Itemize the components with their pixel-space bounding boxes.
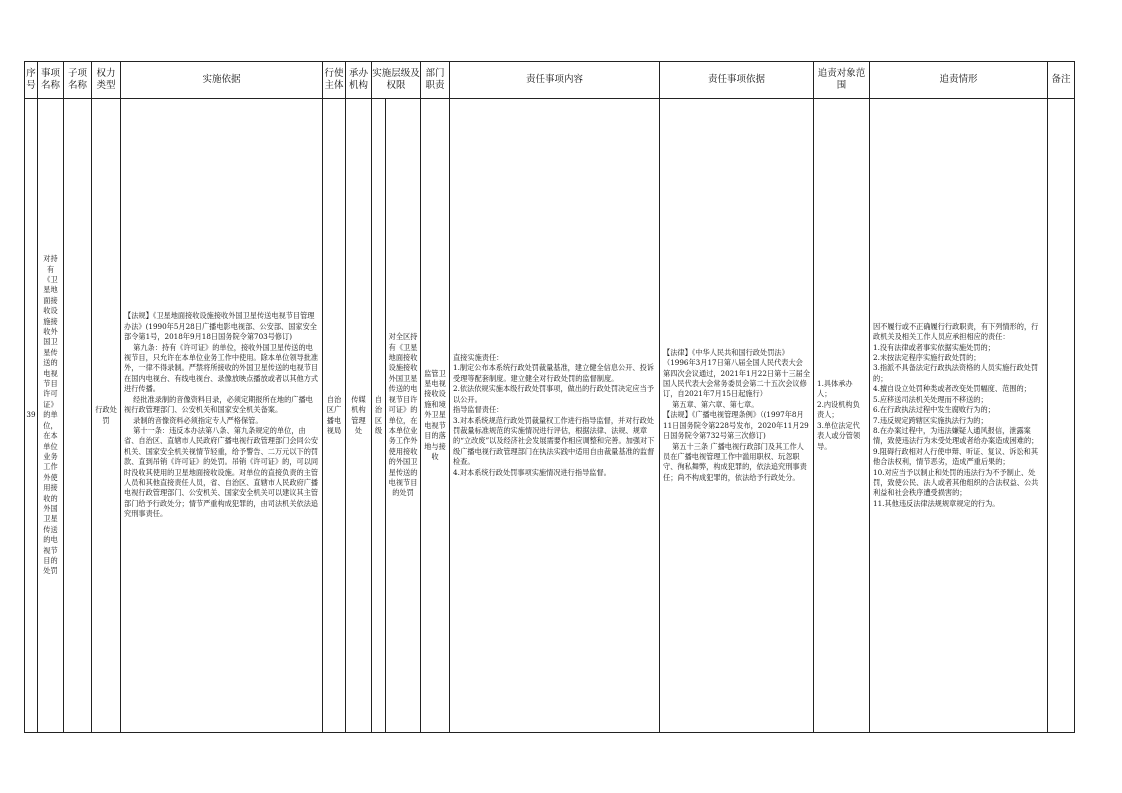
cell-resp-basis: 【法律】《中华人民共和国行政处罚法》（1996年3月17日第八届全国人民代表大会第四次会议通过，2021年1月22日第十三届全国人民代表大会常务委员会第二十五次会议修订，自2021年7月15日起施行） 第五章、第六章、第七章。 【法规】《广播电视管理条例》（(1997年8月11日国务院令第228号发布，2020年11月29日国务院令第732号第三次修订) 第五十三条 广播电视行政部门及其工作人员在广播电视管理工作中滥用职权、玩忽职守、徇私舞弊，构成犯罪的，依法追究刑事责任；尚不构成犯罪的，依法给予行政处分。	[660, 99, 814, 733]
cell-level-tier: 自治区级	[372, 99, 386, 733]
table-row	[25, 99, 1075, 733]
header-account-cases: 追责情形	[870, 62, 1048, 99]
header-subject: 行使主体	[323, 62, 346, 99]
cell-account-scope: 1.具体承办人； 2.内设机构负责人； 3.单位法定代表人或分管领导。	[814, 99, 870, 733]
header-remark: 备注	[1048, 62, 1075, 99]
header-dept-duty: 部门职责	[421, 62, 450, 99]
cell-seq: 39	[25, 99, 38, 733]
cell-subject: 自治区广播电视局	[323, 99, 346, 733]
cell-org: 传媒机构管理处	[346, 99, 372, 733]
header-row	[25, 62, 1075, 99]
cell-account-cases: 因不履行或不正确履行行政职责，有下列情形的，行政机关及相关工作人员应承担相应的责任： 1.没有法律或者事实依据实施处罚的； 2.未按法定程序实施行政处罚的； 3.指派不具备法定行政执法资格的人员实施行政处罚的； 4.擅自设立处罚种类或者改变处罚幅度、范围的； 5.应移送司法机关处理而不移送的； 6.在行政执法过程中发生腐败行为的； 7.违反规定跨辖区实施执法行为的； 8.在办案过程中，为违法嫌疑人通风报信，泄露案情，致使违法行为未受处理或者给办案造成困难的； 9.阻碍行政相对人行使申辩、听证、复议、诉讼和其他合法权利，情节恶劣，造成严重后果的； 10.对应当予以制止和处罚的违法行为不予制止、处罚，致使公民、法人或者其他组织的合法权益、公共利益和社会秩序遭受损害的； 11.其他违反法律法规规章规定的行为。	[870, 99, 1048, 733]
header-item-name: 事项名称	[38, 62, 64, 99]
header-resp-content: 责任事项内容	[450, 62, 660, 99]
header-seq: 序号	[25, 62, 38, 99]
header-basis: 实施依据	[121, 62, 323, 99]
cell-remark	[1048, 99, 1075, 733]
cell-level-power: 对全区持有《卫星地面接收设施接收外国卫星传送的电视节目许可证》的单位，在本单位业务工作外使用接收的外国卫星传送的电视节目的处罚	[386, 99, 421, 733]
header-resp-basis: 责任事项依据	[660, 62, 814, 99]
cell-sub-name	[64, 99, 92, 733]
cell-power-type: 行政处罚	[92, 99, 121, 733]
header-sub-name: 子项名称	[64, 62, 92, 99]
cell-resp-content: 直接实施责任： 1.制定公布本系统行政处罚裁量基准，建立健全信息公开、投诉受理等配套制度。建立健全对行政处罚的监督制度。 2.依法依规实施本级行政处罚事项，做出的行政处罚决定应当予以公开。 指导监督责任： 3.对本系统规范行政处罚裁量权工作进行指导监督，并对行政处罚裁量标准规范的实施情况进行评估，根据法律、法规、规章的“立改废”以及经济社会发展需要作相应调整和完善。加强对下级广播电视行政管理部门在执法实践中适用自由裁量基准的监督检查。 4.对本系统行政处罚事项实施情况进行指导监督。	[450, 99, 660, 733]
header-org: 承办机构	[346, 62, 372, 99]
header-power-type: 权力类型	[92, 62, 121, 99]
cell-dept-duty: 监管卫星电视接收设施和境外卫星电视节目的落地与接收	[421, 99, 450, 733]
responsibility-table	[24, 61, 1075, 733]
cell-basis: 【法规】《卫星地面接收设施接收外国卫星传送电视节目管理办法》(1990年5月28日广播电影电视部、公安部、国家安全部令第1号，2018年9月18日国务院令第703号修订) 第九条：持有《许可证》的单位，接收外国卫星传送的电视节目，只允许在本单位业务工作中使用。除本单位领导批准外，一律不得录制。严禁将所接收的外国卫星传送的电视节目在国内电视台、有线电视台、录像放映点播放或者以其他方式进行传播。 经批准录制的音像资料目录，必须定期报所在地的广播电视行政管理部门、公安机关和国家安全机关备案。 录制的音像资料必须指定专人严格保管。 第十一条：违反本办法第八条、第九条规定的单位，由省、自治区、直辖市人民政府广播电视行政管理部门会同公安机关、国家安全机关视情节轻重，给予警告、二万元以下的罚款、直到吊销《许可证》的处罚。吊销《许可证》的，可以同时没收其使用的卫星地面接收设施。对单位的直接负责的主管人员和其他直接责任人员，省、自治区、直辖市人民政府广播电视行政管理部门、公安机关、国家安全机关可以建议其主管部门给予行政处分；情节严重构成犯罪的，由司法机关依法追究刑事责任。	[121, 99, 323, 733]
cell-item-name: 对持有《卫星地面接收设施接收外国卫星传送的电视节目许可证》的单位，在本单位业务工作外使用接收的外国卫星传送的电视节目的处罚	[38, 99, 64, 733]
header-level: 实施层级及权限	[372, 62, 421, 99]
header-account-scope: 追责对象范围	[814, 62, 870, 99]
